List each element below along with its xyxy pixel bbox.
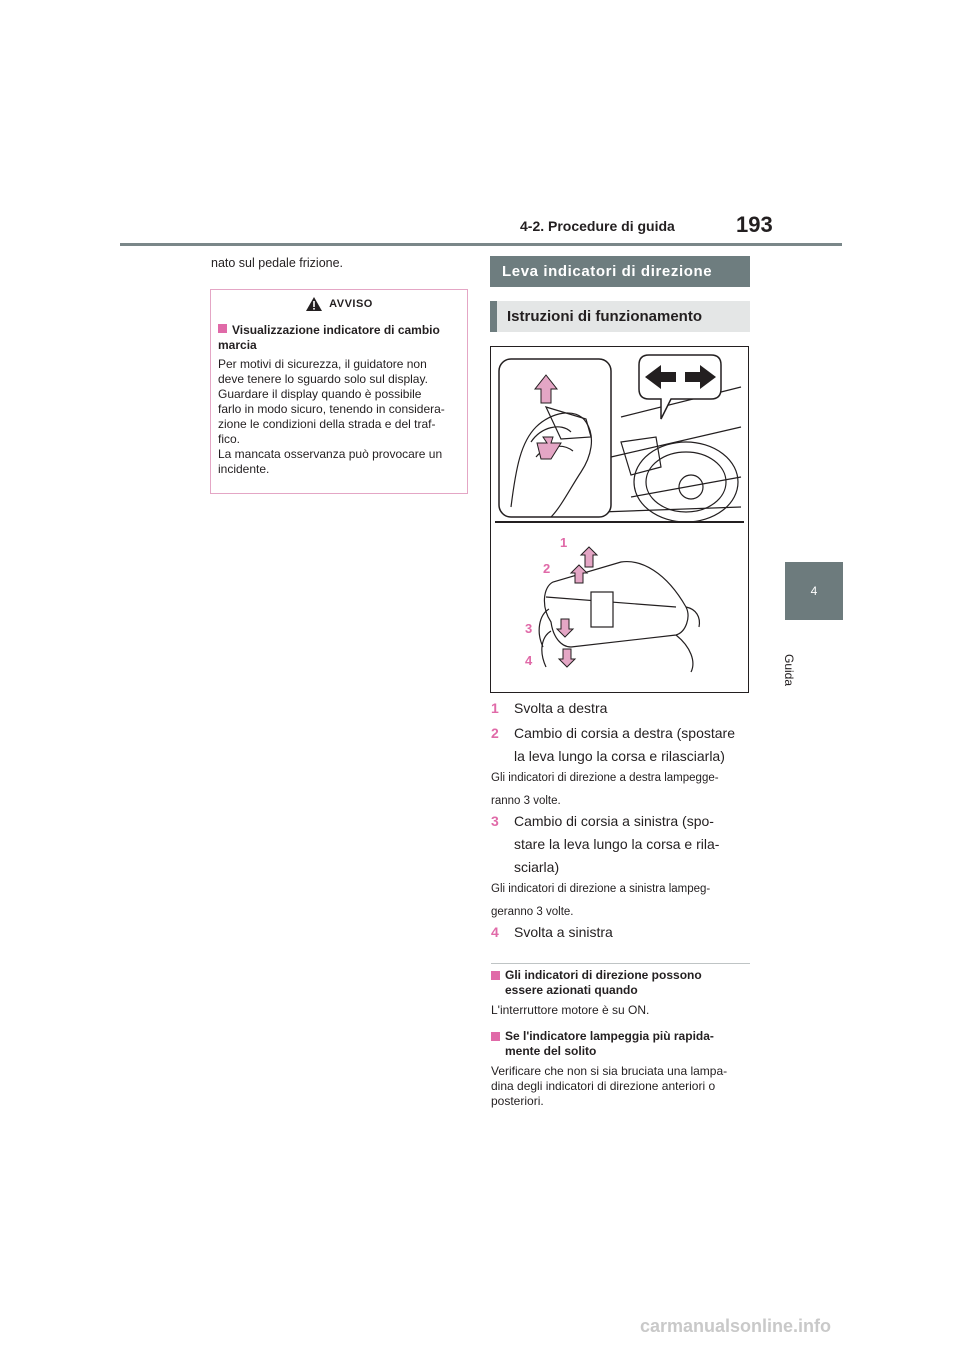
turn-signal-illustration — [491, 347, 748, 692]
note-line: Gli indicatori di direzione a destra lampegge- — [491, 772, 719, 784]
callout-4: 4 — [525, 653, 533, 668]
callout-1: 1 — [560, 535, 568, 550]
step-item — [491, 921, 753, 944]
warning-line: incidente. — [218, 462, 270, 476]
step-number: 2 — [491, 725, 499, 741]
running-header: 4-2. Procedure di guida — [520, 218, 675, 234]
step-line: stare la leva lungo la corsa e rila- — [514, 836, 720, 852]
lever-arrow-1 — [581, 547, 597, 567]
lever-arrow-2 — [571, 565, 587, 583]
warning-body — [218, 357, 464, 477]
step-line: Svolta a destra — [514, 700, 608, 716]
info-heading — [491, 968, 753, 998]
hand-inset-box — [499, 359, 611, 517]
chapter-name: Guida — [782, 654, 796, 687]
note-text — [491, 878, 753, 924]
header-rule — [120, 243, 842, 246]
section-title: Leva indicatori di direzione — [490, 256, 750, 287]
warning-line: farlo in modo sicuro, tenendo in considera- — [218, 402, 445, 416]
lever-arrow-3 — [557, 619, 573, 637]
chapter-label — [780, 630, 850, 687]
section-divider — [491, 963, 750, 964]
warning-header — [211, 290, 467, 318]
turn-signal-figure — [490, 346, 749, 693]
square-bullet-icon — [491, 1032, 500, 1041]
step-item — [491, 697, 753, 720]
warning-line: fico. — [218, 432, 241, 446]
page-number: 193 — [736, 212, 773, 237]
warning-item-text: Visualizzazione indicatore di cambio marcia — [218, 323, 440, 352]
step-line: Cambio di corsia a destra (spostare — [514, 725, 735, 741]
warning-line: Guardare il display quando è possibile — [218, 387, 422, 401]
note-line: Gli indicatori di direzione a sinistra lampeg- — [491, 883, 711, 895]
warning-item-title — [218, 323, 462, 353]
chapter-number: 4 — [810, 584, 818, 598]
note-line: geranno 3 volte. — [491, 906, 574, 918]
lever-arrow-4 — [559, 649, 575, 667]
info-heading-line: Se l'indicatore lampeggia più rapida- — [505, 1029, 714, 1043]
note-line: ranno 3 volte. — [491, 795, 561, 807]
warning-title: AVVISO — [329, 298, 373, 310]
info-body — [491, 1064, 753, 1109]
step-item — [491, 722, 753, 768]
note-text — [491, 767, 753, 813]
info-heading-line: essere azionati quando — [505, 983, 638, 997]
square-bullet-icon — [218, 324, 227, 333]
callout-3: 3 — [525, 621, 533, 636]
chapter-tab — [785, 562, 843, 620]
warning-line: deve tenere lo sguardo solo sul display. — [218, 372, 428, 386]
info-body — [491, 1003, 753, 1018]
info-heading-line: Gli indicatori di direzione possono — [505, 968, 702, 982]
subsection-title: Istruzioni di funzionamento — [490, 301, 750, 332]
warning-triangle-icon — [305, 296, 323, 312]
step-item — [491, 810, 753, 879]
square-bullet-icon — [491, 971, 500, 980]
info-heading — [491, 1029, 753, 1059]
step-number: 4 — [491, 924, 499, 940]
info-body-line: Verificare che non si sia bruciata una lampa- — [491, 1064, 728, 1078]
warning-box — [210, 289, 468, 494]
step-number: 1 — [491, 700, 499, 716]
step-line: Cambio di corsia a sinistra (spo- — [514, 813, 714, 829]
warning-line: La mancata osservanza può provocare un — [218, 447, 443, 461]
footer-watermark: carmanualsonline.info — [640, 1316, 832, 1336]
warning-line: Per motivi di sicurezza, il guidatore non — [218, 357, 427, 371]
step-line: sciarla) — [514, 859, 560, 875]
callout-2: 2 — [543, 561, 551, 576]
dashboard-drawing — [601, 387, 741, 522]
info-heading-line: mente del solito — [505, 1044, 597, 1058]
warning-line: zione le condizioni della strada e del traf- — [218, 417, 436, 431]
intro-text: nato sul pedale frizione. — [211, 256, 344, 270]
step-line: la leva lungo la corsa e rilasciarla) — [514, 748, 725, 764]
step-number: 3 — [491, 813, 499, 829]
info-body-line: dina degli indicatori di direzione anteriori o — [491, 1079, 716, 1093]
info-body-line: L'interruttore motore è su ON. — [491, 1003, 650, 1017]
info-body-line: posteriori. — [491, 1094, 544, 1108]
step-line: Svolta a sinistra — [514, 924, 613, 940]
